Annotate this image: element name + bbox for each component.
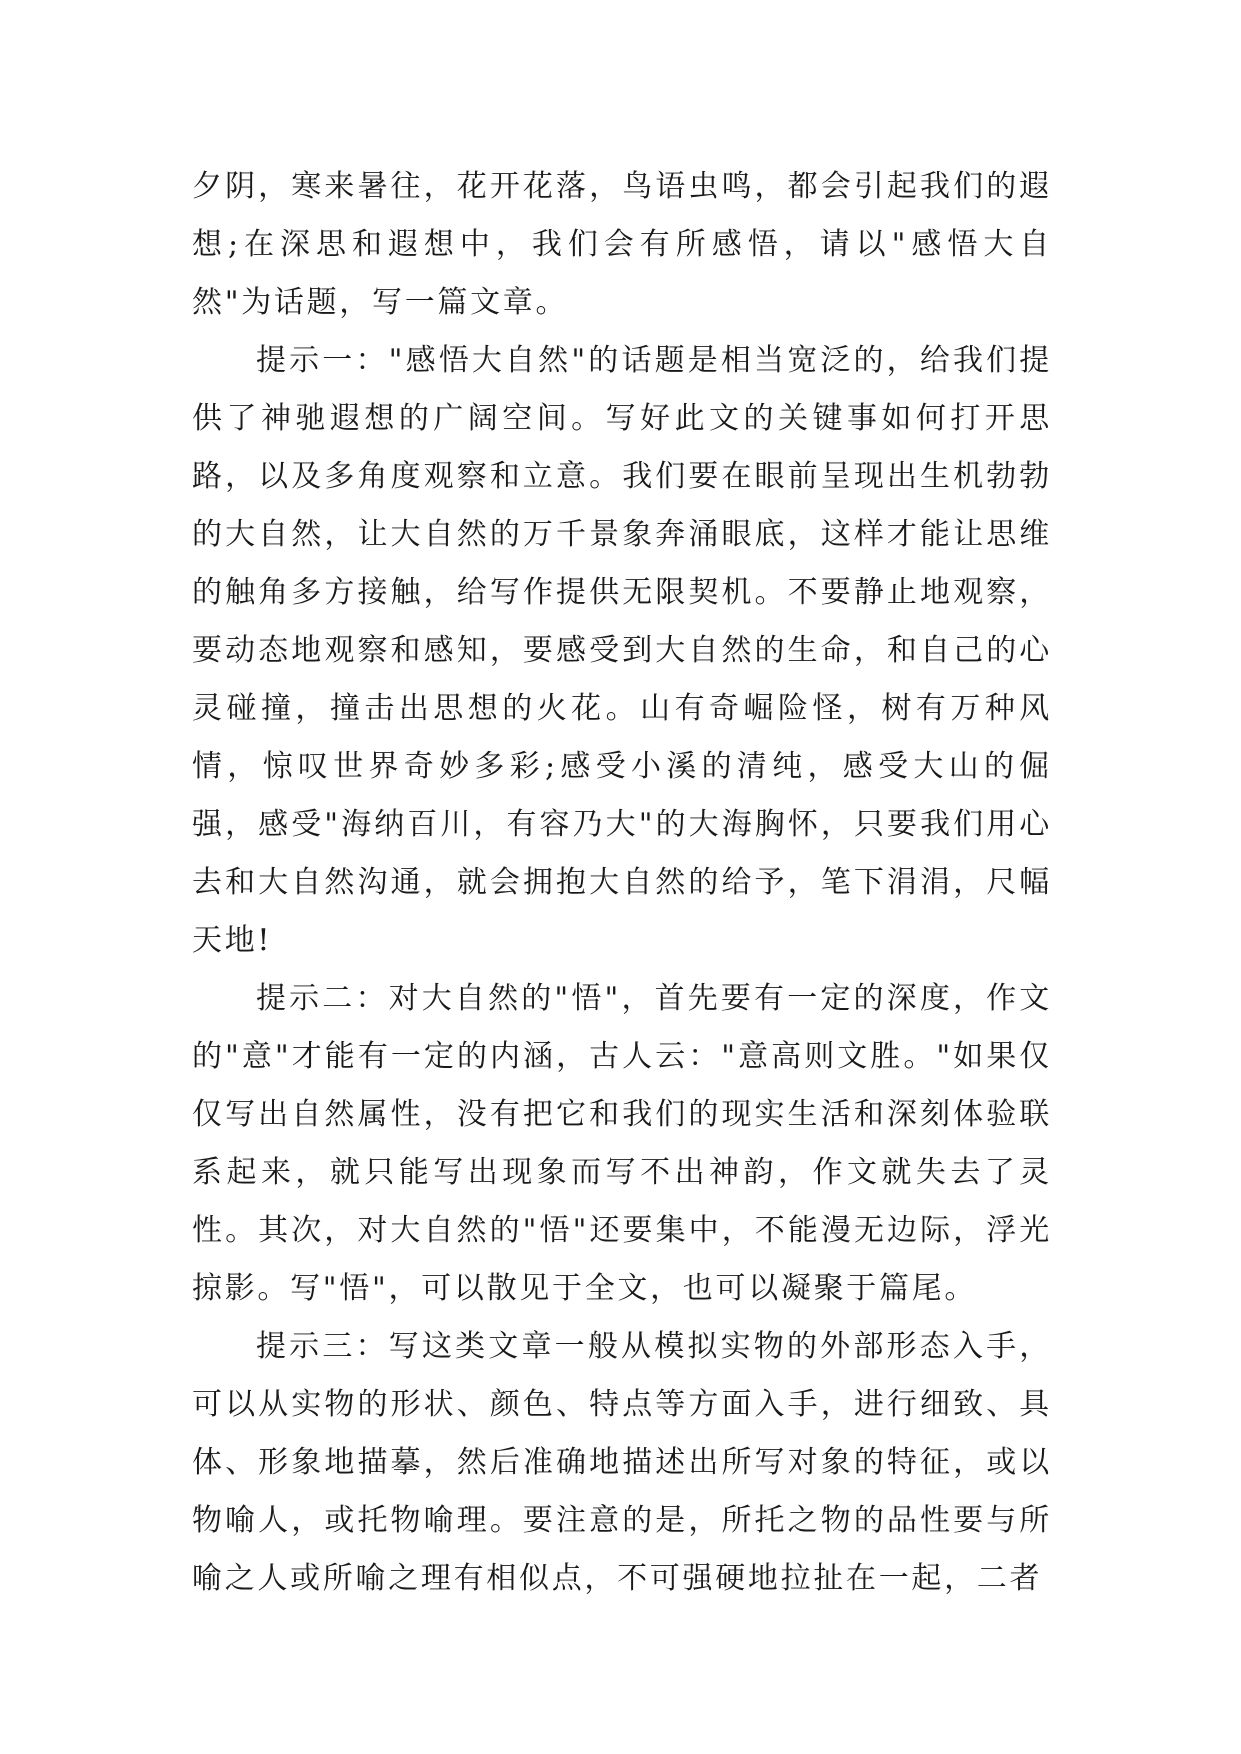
paragraph-hint-three: 提示三：写这类文章一般从模拟实物的外部形态入手，可以从实物的形状、颜色、特点等方面入手，进行细致、具体、形象地描摹，然后准确地描述出所写对象的特征，或以物喻人，或托物喻理。要注意的是，所托之物的品性要与所喻之人或所喻之理有相似点，不可强硬地拉扯在一起，二者 — [192, 1329, 1052, 1596]
paragraph-hint-one: 提示一："感悟大自然"的话题是相当宽泛的，给我们提供了神驰遐想的广阔空间。写好此文的关键事如何打开思路，以及多角度观察和立意。我们要在眼前呈现出生机勃勃的大自然，让大自然的万千景象奔涌眼底，这样才能让思维的触角多方接触，给写作提供无限契机。不要静止地观察，要动态地观察和感知，要感受到大自然的生命，和自己的心灵碰撞，撞击出思想的火花。山有奇崛险怪，树有万种风情，惊叹世界奇妙多彩;感受小溪的清纯，感受大山的倔强，感受"海纳百川，有容乃大"的大海胸怀，只要我们用心去和大自然沟通，就会拥抱大自然的给予，笔下涓涓，尺幅天地! — [192, 343, 1052, 958]
paragraph-hint-two: 提示二：对大自然的"悟"，首先要有一定的深度，作文的"意"才能有一定的内涵，古人云："意高则文胜。"如果仅仅写出自然属性，没有把它和我们的现实生活和深刻体验联系起来，就只能写出现象而写不出神韵，作文就失去了灵性。其次，对大自然的"悟"还要集中，不能漫无边际，浮光掠影。写"悟"，可以散见于全文，也可以凝聚于篇尾。 — [192, 981, 1052, 1306]
paragraph-intro: 夕阴，寒来暑往，花开花落，鸟语虫鸣，都会引起我们的遐想;在深思和遐想中，我们会有所感悟，请以"感悟大自然"为话题，写一篇文章。 — [192, 169, 1052, 320]
document-body — [192, 158, 1052, 1608]
